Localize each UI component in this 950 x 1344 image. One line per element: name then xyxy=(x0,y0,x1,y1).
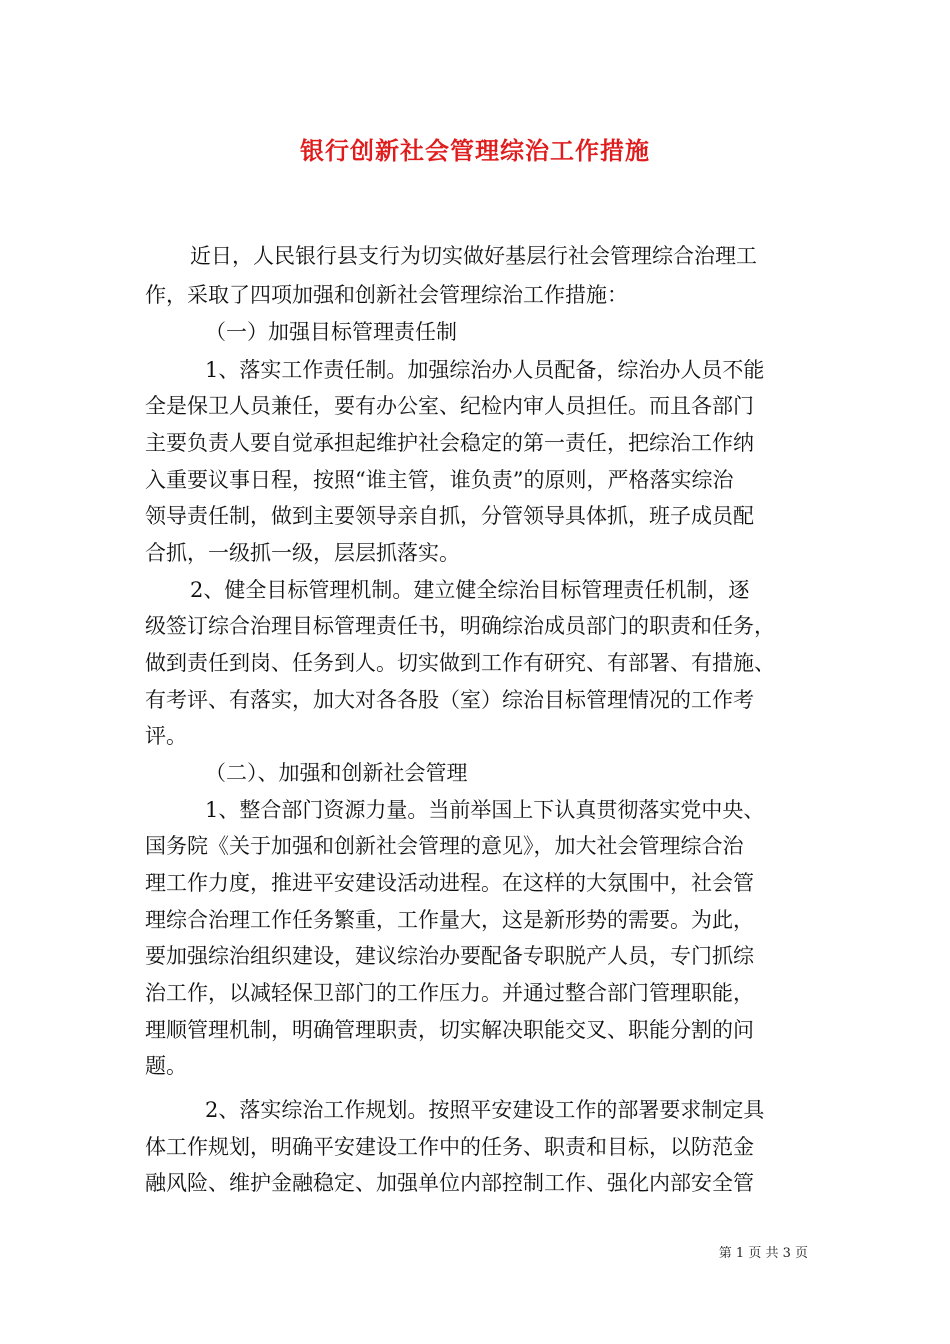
paragraph-line: 融风险、维护金融稳定、加强单位内部控制工作、强化内部安全管 xyxy=(145,1171,754,1195)
paragraph-line: 近日，人民银行县支行为切实做好基层行社会管理综合治理工 xyxy=(190,244,757,268)
paragraph-line: 理综合治理工作任务繁重，工作量大，这是新形势的需要。为此， xyxy=(145,908,754,932)
section-heading: （一）加强目标管理责任制 xyxy=(205,320,457,344)
document-title: 银行创新社会管理综治工作措施 xyxy=(300,136,650,165)
paragraph-line: 体工作规划，明确平安建设工作中的任务、职责和目标，以防范金 xyxy=(145,1135,754,1159)
paragraph-line: 2、落实综治工作规划。按照平安建设工作的部署要求制定具 xyxy=(205,1098,765,1122)
paragraph-line: 合抓，一级抓一级，层层抓落实。 xyxy=(145,541,460,565)
paragraph-line: 做到责任到岗、任务到人。切实做到工作有研究、有部署、有措施、 xyxy=(145,651,775,675)
page-number: 第 1 页 共 3 页 xyxy=(718,1246,808,1261)
paragraph-line: 作，采取了四项加强和创新社会管理综治工作措施： xyxy=(145,283,628,307)
section-heading: （二）、加强和创新社会管理 xyxy=(205,761,468,785)
paragraph-line: 主要负责人要自觉承担起维护社会稳定的第一责任，把综治工作纳 xyxy=(145,431,754,455)
paragraph-line: 理顺管理机制，明确管理职责，切实解决职能交叉、职能分割的问 xyxy=(145,1018,754,1042)
paragraph-line: 有考评、有落实，加大对各各股（室）综治目标管理情况的工作考 xyxy=(145,688,754,712)
paragraph-line: 1、落实工作责任制。加强综治办人员配备，综治办人员不能 xyxy=(205,358,765,382)
paragraph-line: 2、健全目标管理机制。建立健全综治目标管理责任机制，逐 xyxy=(190,578,750,602)
paragraph-line: 题。 xyxy=(145,1054,187,1078)
paragraph-line: 治工作，以减轻保卫部门的工作压力。并通过整合部门管理职能， xyxy=(145,981,754,1005)
paragraph-line: 级签订综合治理目标管理责任书，明确综治成员部门的职责和任务， xyxy=(145,614,775,638)
paragraph-line: 要加强综治组织建设，建议综治办要配备专职脱产人员，专门抓综 xyxy=(145,944,754,968)
paragraph-line: 入重要议事日程，按照“谁主管，谁负责”的原则，严格落实综治 xyxy=(145,468,734,492)
paragraph-line: 理工作力度，推进平安建设活动进程。在这样的大氛围中，社会管 xyxy=(145,871,754,895)
paragraph-line: 全是保卫人员兼任，要有办公室、纪检内审人员担任。而且各部门 xyxy=(145,394,754,418)
paragraph-line: 国务院《关于加强和创新社会管理的意见》，加大社会管理综合治 xyxy=(145,834,744,858)
paragraph-line: 领导责任制，做到主要领导亲自抓，分管领导具体抓，班子成员配 xyxy=(145,504,754,528)
paragraph-line: 1、整合部门资源力量。当前举国上下认真贯彻落实党中央、 xyxy=(205,798,765,822)
paragraph-line: 评。 xyxy=(145,724,187,748)
